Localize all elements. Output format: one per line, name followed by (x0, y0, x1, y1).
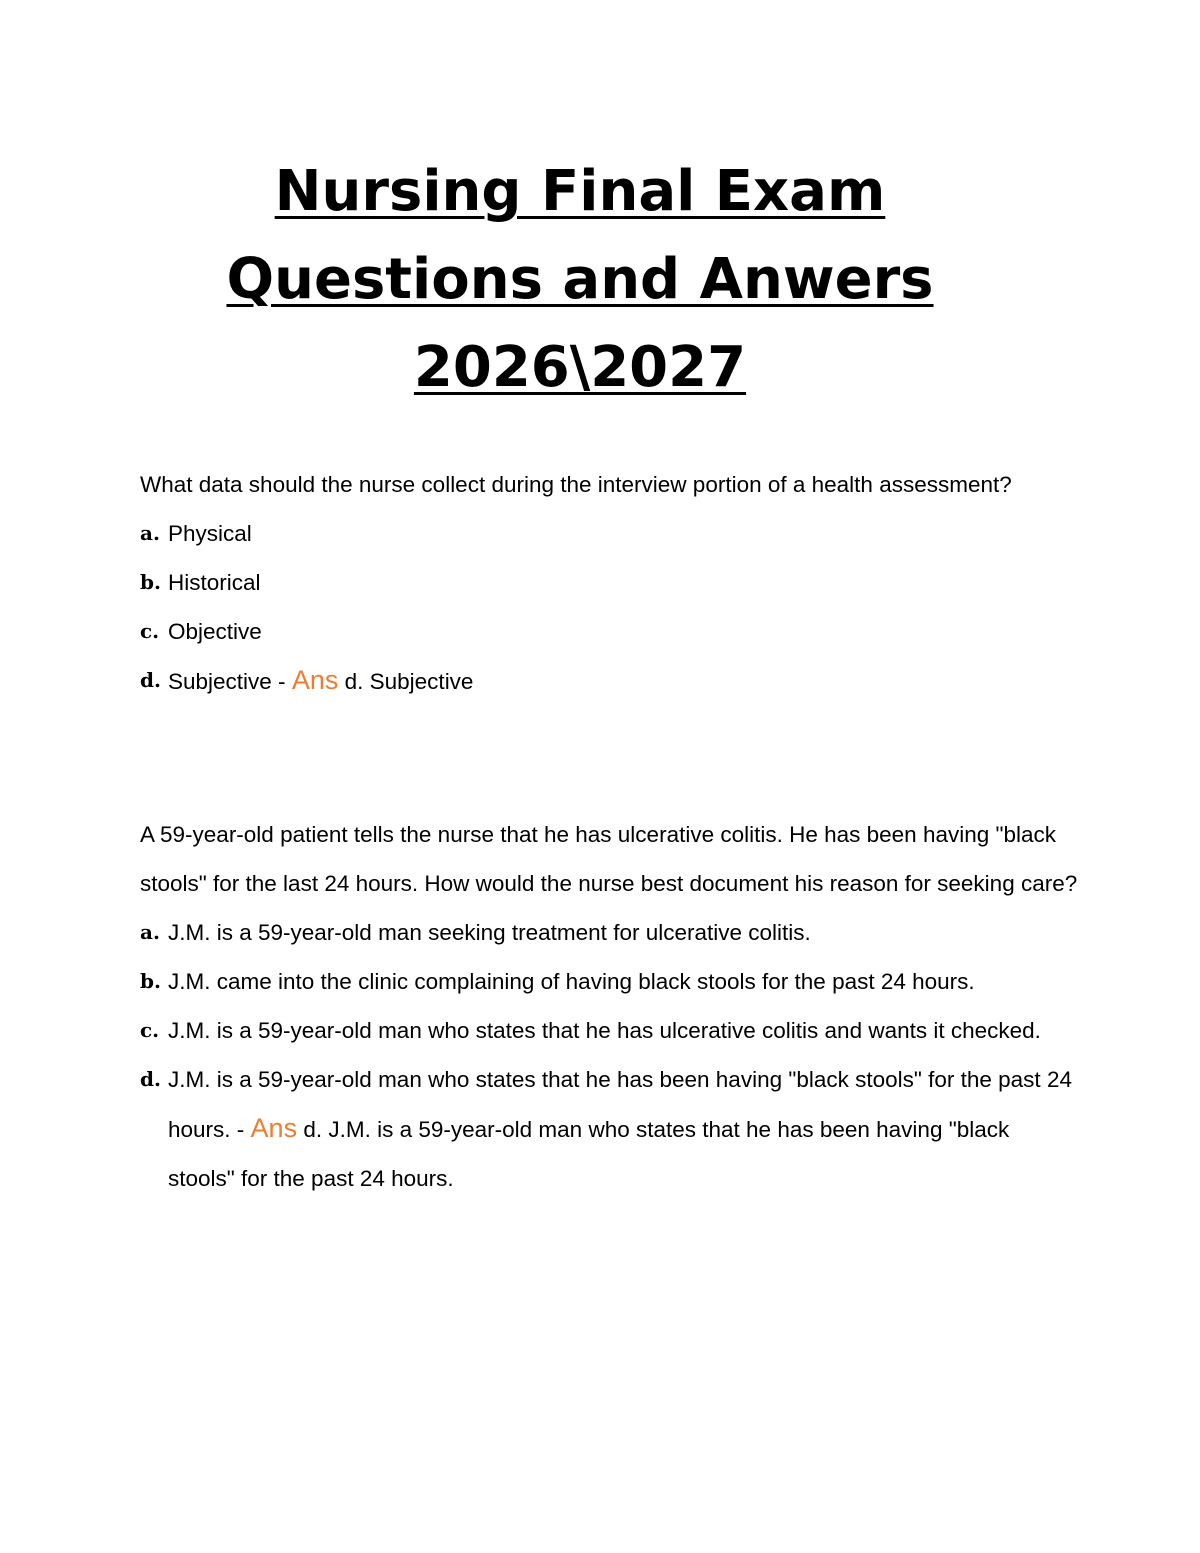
option-letter: b. (140, 570, 161, 594)
question-1-option-b (140, 558, 1080, 607)
option-text (168, 656, 1080, 706)
option-text: Objective (168, 619, 262, 644)
option-letter: b. (140, 969, 161, 993)
question-2-option-c (140, 1006, 1080, 1055)
answer-text: d. Subjective (344, 669, 474, 694)
option-letter: a. (140, 920, 160, 944)
title-line-3: 2026\2027 (413, 335, 747, 400)
option-text (168, 1055, 1080, 1203)
option-text: Physical (168, 521, 252, 546)
question-2-option-d (140, 1055, 1080, 1203)
option-text: J.M. is a 59-year-old man who states that he has ulcerative colitis and wants it checked. (168, 1018, 1041, 1043)
question-2 (140, 810, 1080, 1203)
answer-label: Ans (291, 665, 339, 695)
question-1-option-a (140, 509, 1080, 558)
question-2-option-a (140, 908, 1080, 957)
option-text: J.M. is a 59-year-old man seeking treatment for ulcerative colitis. (168, 920, 811, 945)
option-letter: a. (140, 521, 160, 545)
option-letter: c. (140, 1018, 160, 1042)
question-2-option-b (140, 957, 1080, 1006)
option-letter: d. (140, 668, 161, 692)
question-1-prompt: What data should the nurse collect during the interview portion of a health assessment? (140, 472, 1012, 497)
option-text: Historical (168, 570, 261, 595)
question-1-option-c (140, 607, 1080, 656)
answer-label: Ans (250, 1113, 298, 1143)
option-letter: c. (140, 619, 160, 643)
option-letter: d. (140, 1067, 161, 1091)
title-line-1: Nursing Final Exam (274, 159, 886, 224)
option-text: J.M. came into the clinic complaining of having black stools for the past 24 hours. (168, 969, 975, 994)
option-d-text: J.M. is a 59-year-old man who states that he has been having "black stools" for the past 24 hours. - (168, 1067, 1072, 1142)
title-line-2: Questions and Anwers (226, 247, 934, 312)
question-1 (140, 460, 1080, 706)
question-2-prompt: A 59-year-old patient tells the nurse that he has ulcerative colitis. He has been having "black stools" for the last 24 hours. How would the nurse best document his reason for seeking care? (140, 822, 1078, 896)
document-title (0, 148, 1160, 412)
option-d-text: Subjective - (168, 669, 286, 694)
question-1-option-d (140, 656, 1080, 706)
answer-text: d. J.M. is a 59-year-old man who states that he has been having "black stools" for the past 24 hours. (168, 1117, 1010, 1191)
